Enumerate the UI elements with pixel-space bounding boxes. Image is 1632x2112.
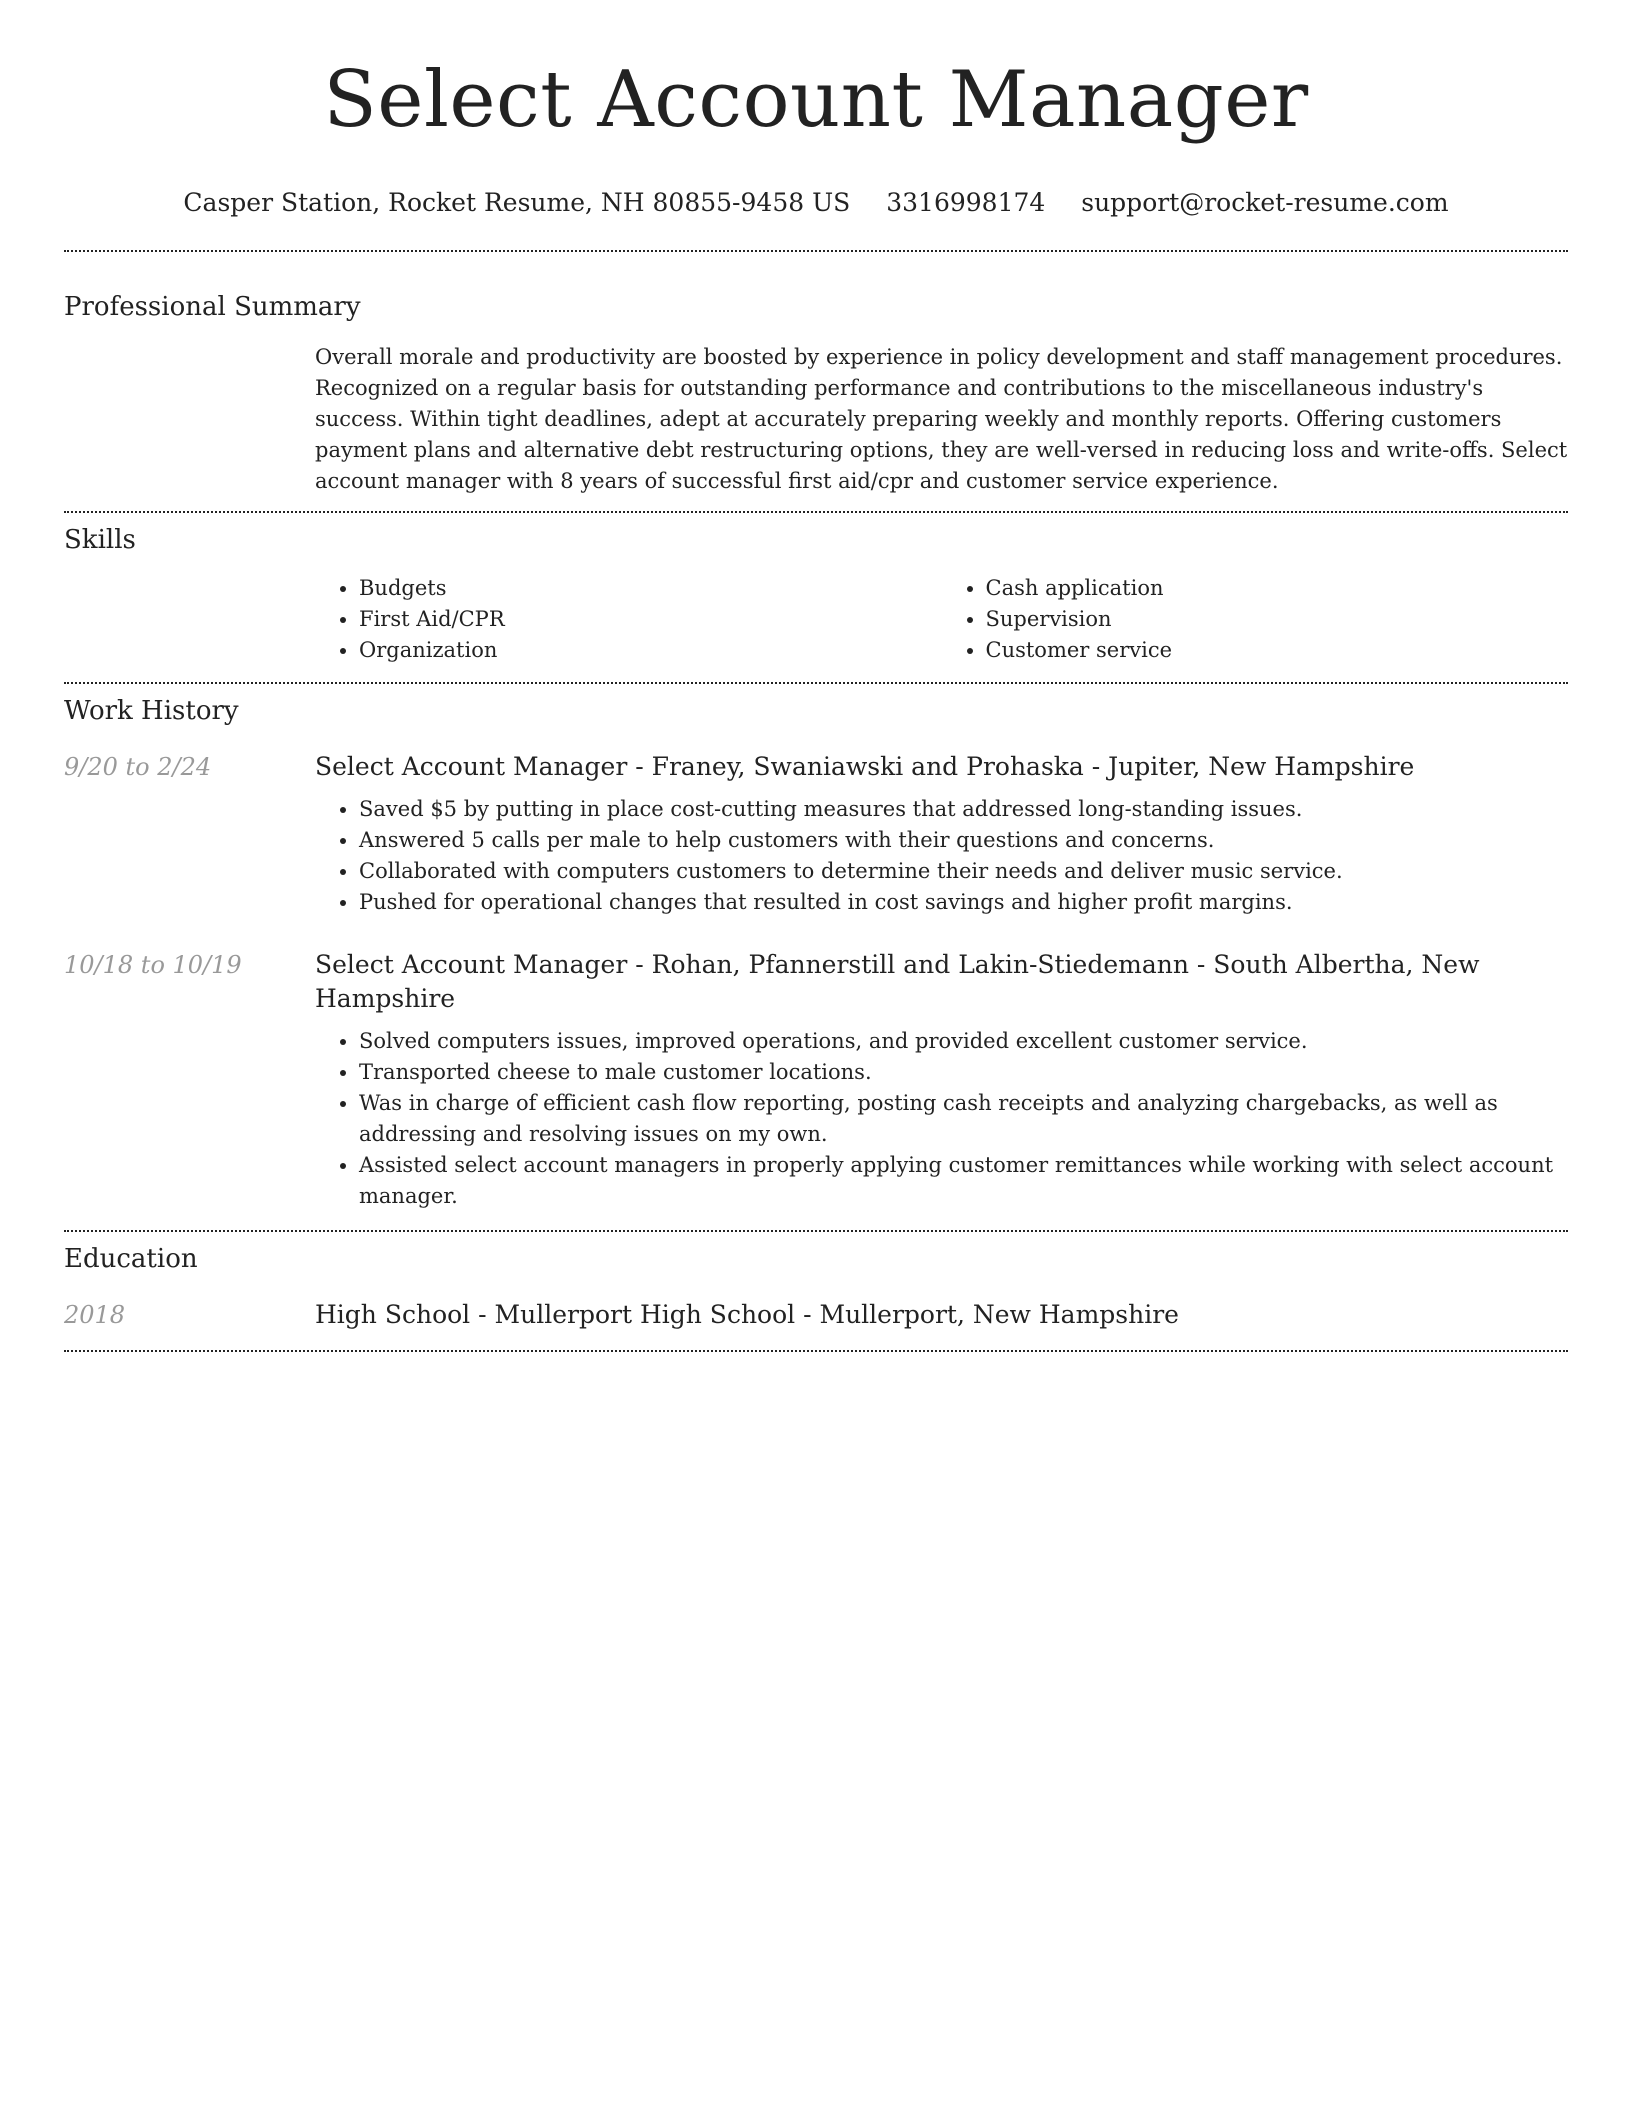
job-role: Select Account Manager [315,950,628,979]
skill-item: • Cash application [986,573,1569,604]
job-employer-location: - Franey, Swaniawski and Prohaska - Jupiter, New Hampshire [627,752,1415,781]
job-bullet: • Pushed for operational changes that resulted in cost savings and higher profit margins. [359,887,1568,918]
job-title [315,948,1568,1016]
contact-address: Casper Station, Rocket Resume, NH 80855-9458 US [183,188,851,217]
section-title-education: Education [64,1244,198,1274]
education-degree: High School [315,1300,471,1329]
job-bullet: • Answered 5 calls per male to help customers with their questions and concerns. [359,825,1568,856]
job-entry [64,948,1568,1212]
section-title-summary: Professional Summary [64,292,361,322]
job-bullets [315,1026,1568,1212]
job-dates: 10/18 to 10/19 [64,951,242,979]
job-employer-location: - Rohan, Pfannerstill and Lakin-Stiedemann - South Albertha, New Hampshire [315,950,1480,1013]
work-history-section [64,684,1568,1212]
job-bullet: • Was in charge of efficient cash flow reporting, posting cash receipts and analyzing chargebacks, as well as addressing and resolving issues on my own. [359,1088,1568,1150]
job-dates: 9/20 to 2/24 [64,753,212,781]
job-bullet: • Transported cheese to male customer locations. [359,1057,1568,1088]
job-bullet: • Solved computers issues, improved operations, and provided excellent customer service. [359,1026,1568,1057]
job-bullets [315,794,1568,918]
skill-item: • Customer service [986,635,1569,666]
section-title-work-history: Work History [64,696,239,726]
skills-grid [315,573,1568,666]
skill-item: • First Aid/CPR [359,604,942,635]
education-title [315,1298,1568,1332]
contact-phone: 3316998174 [886,188,1046,217]
contact-email: support@rocket-resume.com [1081,188,1449,217]
skill-item: • Organization [359,635,942,666]
summary-section [64,252,1568,497]
education-entry [64,1298,1568,1332]
skill-item: • Budgets [359,573,942,604]
skill-item: • Supervision [986,604,1569,635]
resume-name: Select Account Manager [323,55,1309,145]
job-title [315,750,1568,784]
job-entry [64,750,1568,918]
skills-column-1 [315,573,942,666]
skills-section [64,513,1568,666]
job-bullet: • Assisted select account managers in properly applying customer remittances while working with select account manager. [359,1150,1568,1212]
section-title-skills: Skills [64,525,136,555]
contact-line [64,186,1568,220]
job-role: Select Account Manager [315,752,628,781]
skills-column-2 [942,573,1569,666]
education-section [64,1232,1568,1332]
summary-text: Overall morale and productivity are boosted by experience in policy development and staff management procedures. Recognized on a regular basis for outstanding performance and contributions to the miscellaneous industry's success. Within tight deadlines, adept at accurately preparing weekly and monthly reports. Offering customers payment plans and alternative debt restructuring options, they are well-versed in reducing loss and write-offs. Select account manager with 8 years of successful first aid/cpr and customer service experience. [315,345,1568,493]
education-school-location: - Mullerport High School - Mullerport, New Hampshire [470,1300,1179,1329]
divider [64,1350,1568,1352]
job-bullet: • Collaborated with computers customers to determine their needs and deliver music service. [359,856,1568,887]
education-dates: 2018 [64,1301,126,1329]
job-bullet: • Saved $5 by putting in place cost-cutting measures that addressed long-standing issues. [359,794,1568,825]
